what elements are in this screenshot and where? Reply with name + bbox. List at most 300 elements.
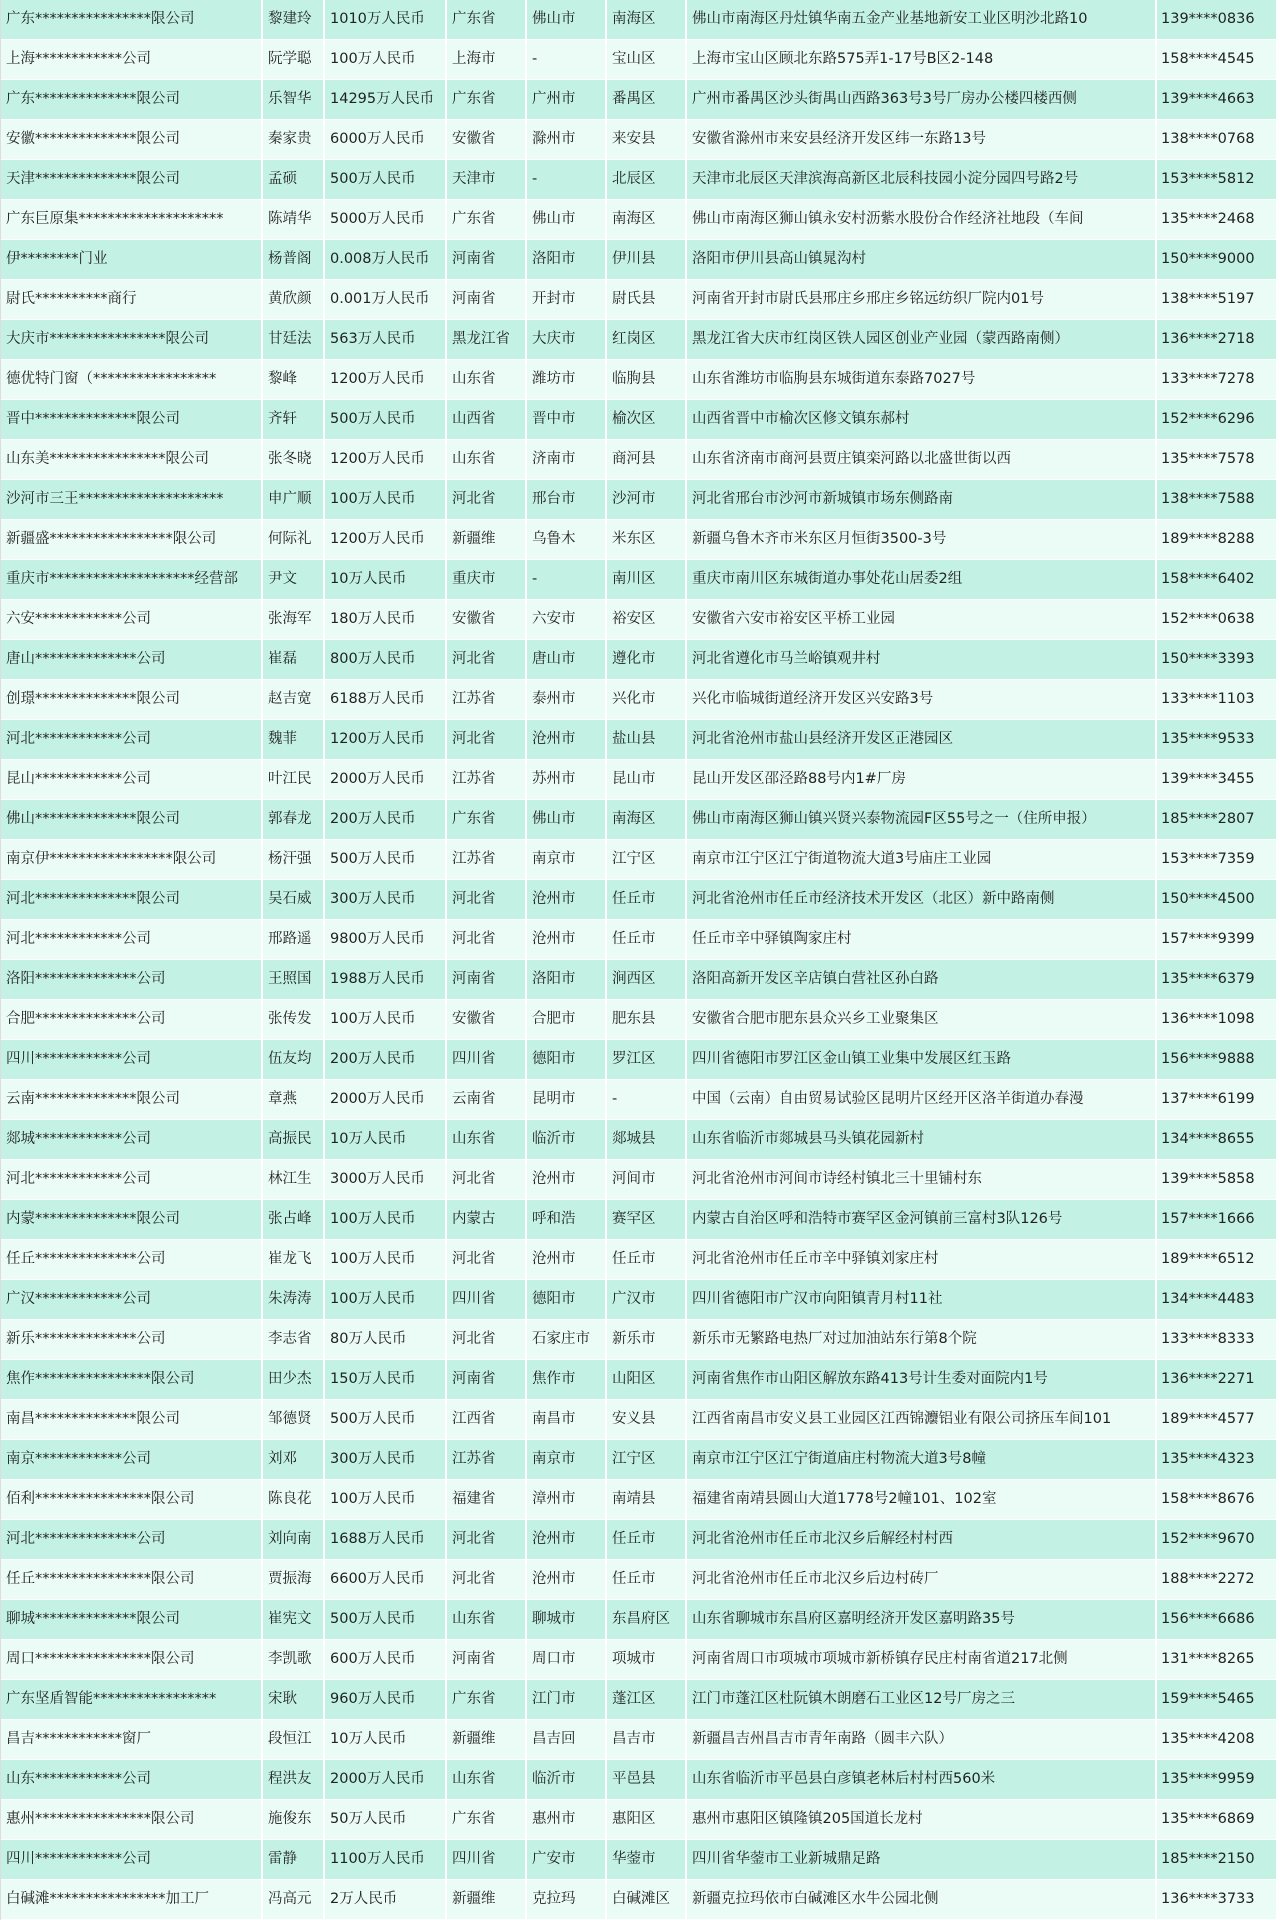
- registered-capital-cell: 1100万人民币: [325, 1840, 447, 1879]
- registered-capital-cell: 100万人民币: [325, 480, 447, 519]
- company-name-cell: 上海************公司: [1, 40, 263, 79]
- table-row: [1, 1160, 1278, 1200]
- registered-capital-cell: 500万人民币: [325, 400, 447, 439]
- table-row: [1, 600, 1278, 640]
- district-cell: 宝山区: [607, 40, 687, 79]
- legal-rep-cell: 施俊东: [263, 1800, 325, 1839]
- phone-cell: 158****6402: [1157, 560, 1278, 599]
- registered-capital-cell: 2000万人民币: [325, 1760, 447, 1799]
- legal-rep-cell: 郭春龙: [263, 800, 325, 839]
- city-cell: 洛阳市: [527, 240, 607, 279]
- province-cell: 河南省: [447, 280, 527, 319]
- city-cell: 惠州市: [527, 1800, 607, 1839]
- legal-rep-cell: 崔磊: [263, 640, 325, 679]
- province-cell: 新疆维: [447, 520, 527, 559]
- table-row: [1, 1840, 1278, 1880]
- company-name-cell: 山东************公司: [1, 1760, 263, 1799]
- registered-capital-cell: 9800万人民币: [325, 920, 447, 959]
- registered-capital-cell: 100万人民币: [325, 1200, 447, 1239]
- legal-rep-cell: 张占峰: [263, 1200, 325, 1239]
- registered-capital-cell: 200万人民币: [325, 1040, 447, 1079]
- company-name-cell: 广东**************限公司: [1, 80, 263, 119]
- company-name-cell: 四川************公司: [1, 1840, 263, 1879]
- company-name-cell: 任丘****************限公司: [1, 1560, 263, 1599]
- address-cell: 新乐市无繁路电热厂对过加油站东行第8个院: [687, 1320, 1157, 1359]
- address-cell: 惠州市惠阳区镇隆镇205国道长龙村: [687, 1800, 1157, 1839]
- registered-capital-cell: 2000万人民币: [325, 1080, 447, 1119]
- district-cell: 项城市: [607, 1640, 687, 1679]
- company-name-cell: 惠州****************限公司: [1, 1800, 263, 1839]
- table-row: [1, 1480, 1278, 1520]
- province-cell: 江西省: [447, 1400, 527, 1439]
- address-cell: 南京市江宁区江宁街道庙庄村物流大道3号8幢: [687, 1440, 1157, 1479]
- legal-rep-cell: 宋耿: [263, 1680, 325, 1719]
- address-cell: 安徽省六安市裕安区平桥工业园: [687, 600, 1157, 639]
- table-row: [1, 1600, 1278, 1640]
- province-cell: 河北省: [447, 720, 527, 759]
- city-cell: 沧州市: [527, 1560, 607, 1599]
- legal-rep-cell: 林江生: [263, 1160, 325, 1199]
- province-cell: 河南省: [447, 1640, 527, 1679]
- district-cell: 南靖县: [607, 1480, 687, 1519]
- address-cell: 河南省焦作市山阳区解放东路413号计生委对面院内1号: [687, 1360, 1157, 1399]
- registered-capital-cell: 600万人民币: [325, 1640, 447, 1679]
- province-cell: 河北省: [447, 1520, 527, 1559]
- city-cell: 佛山市: [527, 0, 607, 39]
- company-name-cell: 新疆盛*****************限公司: [1, 520, 263, 559]
- table-row: [1, 1000, 1278, 1040]
- province-cell: 河北省: [447, 880, 527, 919]
- province-cell: 广东省: [447, 800, 527, 839]
- city-cell: -: [527, 40, 607, 79]
- district-cell: 罗江区: [607, 1040, 687, 1079]
- province-cell: 上海市: [447, 40, 527, 79]
- province-cell: 广东省: [447, 0, 527, 39]
- address-cell: 四川省华蓥市工业新城鼎足路: [687, 1840, 1157, 1879]
- city-cell: 大庆市: [527, 320, 607, 359]
- phone-cell: 157****1666: [1157, 1200, 1278, 1239]
- city-cell: 焦作市: [527, 1360, 607, 1399]
- district-cell: 北辰区: [607, 160, 687, 199]
- phone-cell: 138****0768: [1157, 120, 1278, 159]
- district-cell: 红岗区: [607, 320, 687, 359]
- city-cell: 临沂市: [527, 1120, 607, 1159]
- legal-rep-cell: 申广顺: [263, 480, 325, 519]
- city-cell: 佛山市: [527, 200, 607, 239]
- district-cell: 昆山市: [607, 760, 687, 799]
- table-row: [1, 320, 1278, 360]
- table-row: [1, 0, 1278, 40]
- city-cell: -: [527, 560, 607, 599]
- legal-rep-cell: 张冬晓: [263, 440, 325, 479]
- province-cell: 安徽省: [447, 120, 527, 159]
- province-cell: 河南省: [447, 960, 527, 999]
- table-row: [1, 880, 1278, 920]
- district-cell: -: [607, 1080, 687, 1119]
- city-cell: 六安市: [527, 600, 607, 639]
- address-cell: 河南省开封市尉氏县邢庄乡邢庄乡铭远纺织厂院内01号: [687, 280, 1157, 319]
- address-cell: 河北省遵化市马兰峪镇观井村: [687, 640, 1157, 679]
- phone-cell: 152****9670: [1157, 1520, 1278, 1559]
- table-row: [1, 560, 1278, 600]
- city-cell: 沧州市: [527, 1160, 607, 1199]
- city-cell: 南京市: [527, 1440, 607, 1479]
- table-row: [1, 400, 1278, 440]
- company-name-cell: 重庆市********************经营部: [1, 560, 263, 599]
- district-cell: 商河县: [607, 440, 687, 479]
- phone-cell: 135****9533: [1157, 720, 1278, 759]
- province-cell: 江苏省: [447, 1440, 527, 1479]
- city-cell: 唐山市: [527, 640, 607, 679]
- company-name-cell: 焦作****************限公司: [1, 1360, 263, 1399]
- city-cell: 沧州市: [527, 1240, 607, 1279]
- city-cell: 开封市: [527, 280, 607, 319]
- registered-capital-cell: 1200万人民币: [325, 720, 447, 759]
- province-cell: 江苏省: [447, 680, 527, 719]
- address-cell: 广州市番禺区沙头街禺山西路363号3号厂房办公楼四楼西侧: [687, 80, 1157, 119]
- company-name-cell: 创璟**************限公司: [1, 680, 263, 719]
- province-cell: 山东省: [447, 1120, 527, 1159]
- address-cell: 佛山市南海区狮山镇兴贤兴泰物流园F区55号之一（住所申报）: [687, 800, 1157, 839]
- company-name-cell: 内蒙**************限公司: [1, 1200, 263, 1239]
- legal-rep-cell: 伍友均: [263, 1040, 325, 1079]
- city-cell: 潍坊市: [527, 360, 607, 399]
- company-name-cell: 昌吉************窗厂: [1, 1720, 263, 1759]
- registered-capital-cell: 500万人民币: [325, 160, 447, 199]
- phone-cell: 188****2272: [1157, 1560, 1278, 1599]
- legal-rep-cell: 李凯歌: [263, 1640, 325, 1679]
- province-cell: 安徽省: [447, 1000, 527, 1039]
- registered-capital-cell: 1010万人民币: [325, 0, 447, 39]
- address-cell: 山东省临沂市郯城县马头镇花园新村: [687, 1120, 1157, 1159]
- address-cell: 南京市江宁区江宁街道物流大道3号庙庄工业园: [687, 840, 1157, 879]
- legal-rep-cell: 崔宪文: [263, 1600, 325, 1639]
- phone-cell: 134****4483: [1157, 1280, 1278, 1319]
- legal-rep-cell: 程洪友: [263, 1760, 325, 1799]
- phone-cell: 153****7359: [1157, 840, 1278, 879]
- province-cell: 江苏省: [447, 840, 527, 879]
- province-cell: 河北省: [447, 480, 527, 519]
- district-cell: 平邑县: [607, 1760, 687, 1799]
- table-row: [1, 1440, 1278, 1480]
- district-cell: 昌吉市: [607, 1720, 687, 1759]
- company-name-cell: 南京伊*****************限公司: [1, 840, 263, 879]
- legal-rep-cell: 黎建玲: [263, 0, 325, 39]
- phone-cell: 135****4323: [1157, 1440, 1278, 1479]
- company-name-cell: 安徽**************限公司: [1, 120, 263, 159]
- table-row: [1, 960, 1278, 1000]
- phone-cell: 138****5197: [1157, 280, 1278, 319]
- address-cell: 山西省晋中市榆次区修文镇东郝村: [687, 400, 1157, 439]
- district-cell: 新乐市: [607, 1320, 687, 1359]
- registered-capital-cell: 50万人民币: [325, 1800, 447, 1839]
- address-cell: 洛阳市伊川县高山镇晁沟村: [687, 240, 1157, 279]
- company-name-cell: 河北**************限公司: [1, 880, 263, 919]
- address-cell: 中国（云南）自由贸易试验区昆明片区经开区洛羊街道办春漫: [687, 1080, 1157, 1119]
- province-cell: 新疆维: [447, 1880, 527, 1919]
- address-cell: 河南省周口市项城市项城市新桥镇存民庄村南省道217北侧: [687, 1640, 1157, 1679]
- district-cell: 裕安区: [607, 600, 687, 639]
- city-cell: 昌吉回: [527, 1720, 607, 1759]
- legal-rep-cell: 邢路遥: [263, 920, 325, 959]
- phone-cell: 135****7578: [1157, 440, 1278, 479]
- table-row: [1, 1080, 1278, 1120]
- legal-rep-cell: 刘邓: [263, 1440, 325, 1479]
- address-cell: 重庆市南川区东城街道办事处花山居委2组: [687, 560, 1157, 599]
- district-cell: 肥东县: [607, 1000, 687, 1039]
- city-cell: 佛山市: [527, 800, 607, 839]
- address-cell: 四川省德阳市广汉市向阳镇青月村11社: [687, 1280, 1157, 1319]
- table-row: [1, 360, 1278, 400]
- phone-cell: 136****1098: [1157, 1000, 1278, 1039]
- phone-cell: 189****8288: [1157, 520, 1278, 559]
- legal-rep-cell: 黎峰: [263, 360, 325, 399]
- province-cell: 河北省: [447, 920, 527, 959]
- company-name-cell: 沙河市三王********************: [1, 480, 263, 519]
- district-cell: 江宁区: [607, 1440, 687, 1479]
- company-name-cell: 河北************公司: [1, 920, 263, 959]
- phone-cell: 158****8676: [1157, 1480, 1278, 1519]
- phone-cell: 135****4208: [1157, 1720, 1278, 1759]
- province-cell: 天津市: [447, 160, 527, 199]
- registered-capital-cell: 300万人民币: [325, 1440, 447, 1479]
- registered-capital-cell: 80万人民币: [325, 1320, 447, 1359]
- address-cell: 佛山市南海区狮山镇永安村沥紫水股份合作经济社地段（车间: [687, 200, 1157, 239]
- table-row: [1, 1360, 1278, 1400]
- registered-capital-cell: 960万人民币: [325, 1680, 447, 1719]
- district-cell: 南川区: [607, 560, 687, 599]
- city-cell: 沧州市: [527, 880, 607, 919]
- phone-cell: 185****2150: [1157, 1840, 1278, 1879]
- province-cell: 山西省: [447, 400, 527, 439]
- registered-capital-cell: 100万人民币: [325, 1280, 447, 1319]
- district-cell: 番禺区: [607, 80, 687, 119]
- province-cell: 四川省: [447, 1040, 527, 1079]
- district-cell: 江宁区: [607, 840, 687, 879]
- district-cell: 任丘市: [607, 1520, 687, 1559]
- company-name-cell: 天津**************限公司: [1, 160, 263, 199]
- city-cell: 南京市: [527, 840, 607, 879]
- company-name-cell: 洛阳**************公司: [1, 960, 263, 999]
- company-name-cell: 佛山**************限公司: [1, 800, 263, 839]
- table-row: [1, 760, 1278, 800]
- district-cell: 东昌府区: [607, 1600, 687, 1639]
- district-cell: 伊川县: [607, 240, 687, 279]
- address-cell: 河北省沧州市任丘市辛中驿镇刘家庄村: [687, 1240, 1157, 1279]
- registered-capital-cell: 0.008万人民币: [325, 240, 447, 279]
- city-cell: 邢台市: [527, 480, 607, 519]
- district-cell: 白碱滩区: [607, 1880, 687, 1919]
- table-row: [1, 1640, 1278, 1680]
- company-name-cell: 南昌**************限公司: [1, 1400, 263, 1439]
- province-cell: 河北省: [447, 1160, 527, 1199]
- district-cell: 河间市: [607, 1160, 687, 1199]
- district-cell: 任丘市: [607, 920, 687, 959]
- registered-capital-cell: 10万人民币: [325, 1720, 447, 1759]
- company-name-cell: 河北**************公司: [1, 1520, 263, 1559]
- phone-cell: 139****0836: [1157, 0, 1278, 39]
- legal-rep-cell: 齐轩: [263, 400, 325, 439]
- phone-cell: 189****4577: [1157, 1400, 1278, 1439]
- table-row: [1, 920, 1278, 960]
- registered-capital-cell: 2000万人民币: [325, 760, 447, 799]
- address-cell: 新疆昌吉州昌吉市青年南路（圆丰六队）: [687, 1720, 1157, 1759]
- legal-rep-cell: 张海军: [263, 600, 325, 639]
- company-name-cell: 广东坚盾智能*****************: [1, 1680, 263, 1719]
- address-cell: 福建省南靖县圆山大道1778号2幢101、102室: [687, 1480, 1157, 1519]
- district-cell: 南海区: [607, 800, 687, 839]
- phone-cell: 156****6686: [1157, 1600, 1278, 1639]
- district-cell: 榆次区: [607, 400, 687, 439]
- address-cell: 山东省临沂市平邑县白彦镇老林后村村西560米: [687, 1760, 1157, 1799]
- company-name-cell: 任丘**************公司: [1, 1240, 263, 1279]
- table-row: [1, 1760, 1278, 1800]
- province-cell: 黑龙江省: [447, 320, 527, 359]
- city-cell: 石家庄市: [527, 1320, 607, 1359]
- registered-capital-cell: 10万人民币: [325, 560, 447, 599]
- company-name-cell: 聊城**************限公司: [1, 1600, 263, 1639]
- city-cell: 合肥市: [527, 1000, 607, 1039]
- legal-rep-cell: 段恒江: [263, 1720, 325, 1759]
- district-cell: 兴化市: [607, 680, 687, 719]
- registered-capital-cell: 500万人民币: [325, 1600, 447, 1639]
- address-cell: 黑龙江省大庆市红岗区铁人园区创业产业园（蒙西路南侧）: [687, 320, 1157, 359]
- address-cell: 河北省沧州市任丘市经济技术开发区（北区）新中路南侧: [687, 880, 1157, 919]
- table-row: [1, 200, 1278, 240]
- city-cell: 漳州市: [527, 1480, 607, 1519]
- legal-rep-cell: 黄欣颜: [263, 280, 325, 319]
- province-cell: 云南省: [447, 1080, 527, 1119]
- company-name-cell: 白碱滩****************加工厂: [1, 1880, 263, 1919]
- province-cell: 福建省: [447, 1480, 527, 1519]
- address-cell: 四川省德阳市罗江区金山镇工业集中发展区红玉路: [687, 1040, 1157, 1079]
- address-cell: 上海市宝山区顾北东路575弄1-17号B区2-148: [687, 40, 1157, 79]
- legal-rep-cell: 崔龙飞: [263, 1240, 325, 1279]
- phone-cell: 136****3733: [1157, 1880, 1278, 1919]
- table-row: [1, 1400, 1278, 1440]
- address-cell: 山东省聊城市东昌府区嘉明经济开发区嘉明路35号: [687, 1600, 1157, 1639]
- table-row: [1, 1880, 1278, 1920]
- province-cell: 山东省: [447, 440, 527, 479]
- province-cell: 山东省: [447, 1600, 527, 1639]
- table-row: [1, 1520, 1278, 1560]
- province-cell: 河北省: [447, 640, 527, 679]
- address-cell: 佛山市南海区丹灶镇华南五金产业基地新安工业区明沙北路10: [687, 0, 1157, 39]
- address-cell: 江西省南昌市安义县工业园区江西锦灋铝业有限公司挤压车间101: [687, 1400, 1157, 1439]
- registered-capital-cell: 3000万人民币: [325, 1160, 447, 1199]
- table-row: [1, 1560, 1278, 1600]
- table-row: [1, 720, 1278, 760]
- company-name-cell: 晋中**************限公司: [1, 400, 263, 439]
- phone-cell: 133****1103: [1157, 680, 1278, 719]
- province-cell: 重庆市: [447, 560, 527, 599]
- phone-cell: 152****0638: [1157, 600, 1278, 639]
- legal-rep-cell: 杨普阁: [263, 240, 325, 279]
- phone-cell: 138****7588: [1157, 480, 1278, 519]
- phone-cell: 135****6379: [1157, 960, 1278, 999]
- district-cell: 任丘市: [607, 1240, 687, 1279]
- phone-cell: 136****2271: [1157, 1360, 1278, 1399]
- phone-cell: 152****6296: [1157, 400, 1278, 439]
- registered-capital-cell: 1200万人民币: [325, 440, 447, 479]
- table-row: [1, 680, 1278, 720]
- district-cell: 蓬江区: [607, 1680, 687, 1719]
- legal-rep-cell: 李志省: [263, 1320, 325, 1359]
- city-cell: 昆明市: [527, 1080, 607, 1119]
- phone-cell: 156****9888: [1157, 1040, 1278, 1079]
- registered-capital-cell: 0.001万人民币: [325, 280, 447, 319]
- table-row: [1, 1040, 1278, 1080]
- phone-cell: 133****7278: [1157, 360, 1278, 399]
- city-cell: 泰州市: [527, 680, 607, 719]
- phone-cell: 139****5858: [1157, 1160, 1278, 1199]
- address-cell: 洛阳高新开发区辛店镇白营社区孙白路: [687, 960, 1157, 999]
- district-cell: 来安县: [607, 120, 687, 159]
- province-cell: 河南省: [447, 1360, 527, 1399]
- phone-cell: 135****6869: [1157, 1800, 1278, 1839]
- address-cell: 昆山开发区邵泾路88号内1#厂房: [687, 760, 1157, 799]
- city-cell: 德阳市: [527, 1040, 607, 1079]
- city-cell: 沧州市: [527, 920, 607, 959]
- city-cell: 南昌市: [527, 1400, 607, 1439]
- company-name-cell: 郯城************公司: [1, 1120, 263, 1159]
- address-cell: 兴化市临城街道经济开发区兴安路3号: [687, 680, 1157, 719]
- phone-cell: 135****9959: [1157, 1760, 1278, 1799]
- address-cell: 安徽省合肥市肥东县众兴乡工业聚集区: [687, 1000, 1157, 1039]
- phone-cell: 150****4500: [1157, 880, 1278, 919]
- district-cell: 任丘市: [607, 1560, 687, 1599]
- registered-capital-cell: 1200万人民币: [325, 520, 447, 559]
- city-cell: 德阳市: [527, 1280, 607, 1319]
- district-cell: 临朐县: [607, 360, 687, 399]
- phone-cell: 137****6199: [1157, 1080, 1278, 1119]
- legal-rep-cell: 孟硕: [263, 160, 325, 199]
- legal-rep-cell: 陈靖华: [263, 200, 325, 239]
- phone-cell: 150****9000: [1157, 240, 1278, 279]
- province-cell: 河北省: [447, 1560, 527, 1599]
- registered-capital-cell: 150万人民币: [325, 1360, 447, 1399]
- district-cell: 尉氏县: [607, 280, 687, 319]
- phone-cell: 139****3455: [1157, 760, 1278, 799]
- city-cell: 临沂市: [527, 1760, 607, 1799]
- district-cell: 沙河市: [607, 480, 687, 519]
- address-cell: 河北省沧州市河间市诗经村镇北三十里铺村东: [687, 1160, 1157, 1199]
- legal-rep-cell: 阮学聪: [263, 40, 325, 79]
- legal-rep-cell: 吴石威: [263, 880, 325, 919]
- registered-capital-cell: 100万人民币: [325, 1480, 447, 1519]
- table-row: [1, 640, 1278, 680]
- address-cell: 江门市蓬江区杜阮镇木朗磨石工业区12号厂房之三: [687, 1680, 1157, 1719]
- address-cell: 河北省邢台市沙河市新城镇市场东侧路南: [687, 480, 1157, 519]
- city-cell: 江门市: [527, 1680, 607, 1719]
- registered-capital-cell: 6188万人民币: [325, 680, 447, 719]
- phone-cell: 131****8265: [1157, 1640, 1278, 1679]
- company-name-cell: 新乐**************公司: [1, 1320, 263, 1359]
- province-cell: 内蒙古: [447, 1200, 527, 1239]
- district-cell: 南海区: [607, 0, 687, 39]
- company-name-cell: 大庆市****************限公司: [1, 320, 263, 359]
- table-row: [1, 480, 1278, 520]
- legal-rep-cell: 邹德贤: [263, 1400, 325, 1439]
- city-cell: 沧州市: [527, 1520, 607, 1559]
- registered-capital-cell: 100万人民币: [325, 1240, 447, 1279]
- address-cell: 河北省沧州市任丘市北汉乡后解经村村西: [687, 1520, 1157, 1559]
- city-cell: 广安市: [527, 1840, 607, 1879]
- registered-capital-cell: 100万人民币: [325, 1000, 447, 1039]
- company-name-cell: 广汉************公司: [1, 1280, 263, 1319]
- address-cell: 安徽省滁州市来安县经济开发区纬一东路13号: [687, 120, 1157, 159]
- company-name-cell: 唐山**************公司: [1, 640, 263, 679]
